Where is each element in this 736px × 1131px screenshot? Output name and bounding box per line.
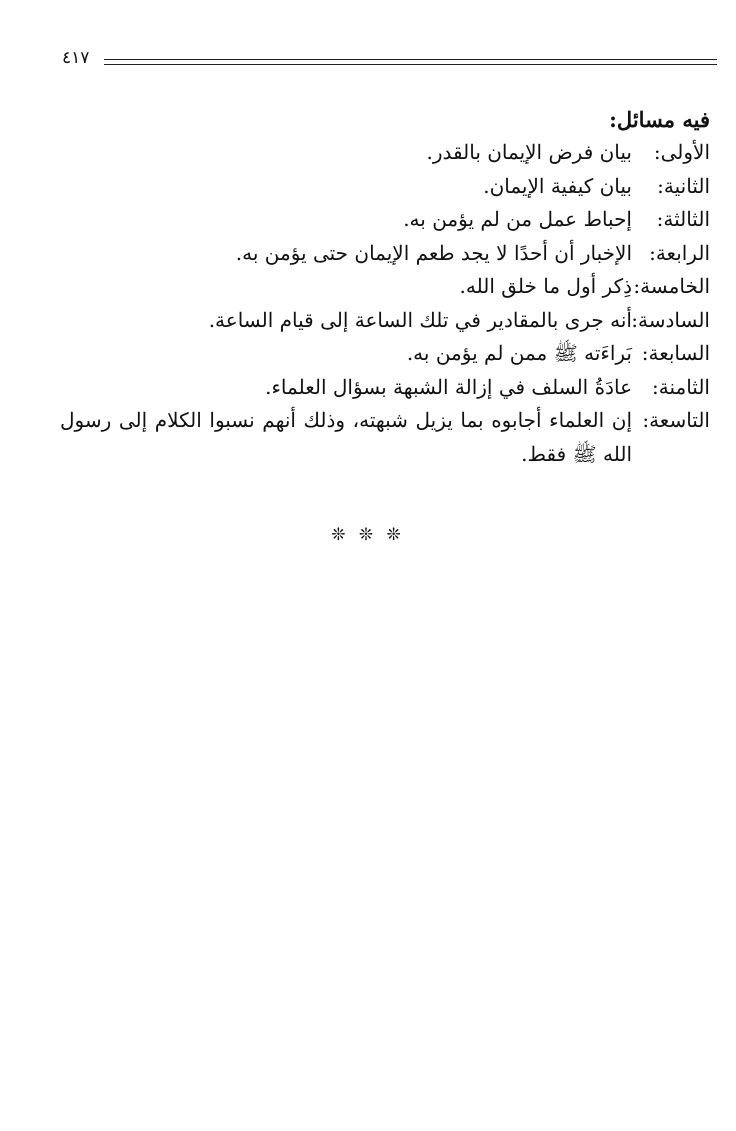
list-item [60, 337, 710, 371]
list-item [60, 404, 710, 471]
item-label: الثالثة: [656, 207, 710, 231]
list-item [60, 304, 710, 338]
list-item [60, 203, 710, 237]
item-label: السابعة: [641, 341, 710, 365]
item-label: الخامسة: [633, 274, 710, 298]
header-rule-bottom [104, 64, 717, 65]
item-text: بَراءَته ﷺ ممن لم يؤمن به. [406, 341, 632, 365]
item-label: الثامنة: [652, 374, 710, 399]
issues-section [60, 104, 710, 471]
item-text: الإخبار أن أحدًا لا يجد طعم الإيمان حتى يؤمن به. [235, 240, 632, 265]
section-title: فيه مسائل: [609, 107, 710, 132]
item-text: عادَةُ السلف في إزالة الشبهة بسؤال العلماء. [265, 374, 632, 399]
item-text: إن العلماء أجابوه بما يزيل شبهته، وذلك أنهم نسبوا الكلام إلى رسول الله ﷺ فقط. [60, 408, 632, 466]
end-ornament: ❊ ❊ ❊ [331, 525, 405, 545]
item-label: التاسعة: [642, 408, 710, 432]
list-item [60, 270, 710, 304]
page-header [62, 48, 717, 72]
list-item [60, 170, 710, 204]
page-number: ٤١٧ [62, 48, 90, 68]
item-text: بيان فرض الإيمان بالقدر. [426, 140, 632, 164]
item-label: السادسة: [631, 307, 710, 332]
header-rule-top [104, 59, 717, 60]
item-text: ذِكر أول ما خلق الله. [459, 274, 632, 298]
list-item [60, 136, 710, 170]
item-text: أنه جرى بالمقادير في تلك الساعة إلى قيام الساعة. [208, 307, 632, 332]
item-text: بيان كيفية الإيمان. [483, 173, 632, 198]
list-item [60, 371, 710, 405]
item-label: الثانية: [657, 173, 710, 198]
item-text: إحباط عمل من لم يؤمن به. [403, 207, 632, 231]
item-label: الرابعة: [649, 240, 710, 265]
list-item [60, 237, 710, 271]
item-label: الأولى: [653, 140, 710, 164]
